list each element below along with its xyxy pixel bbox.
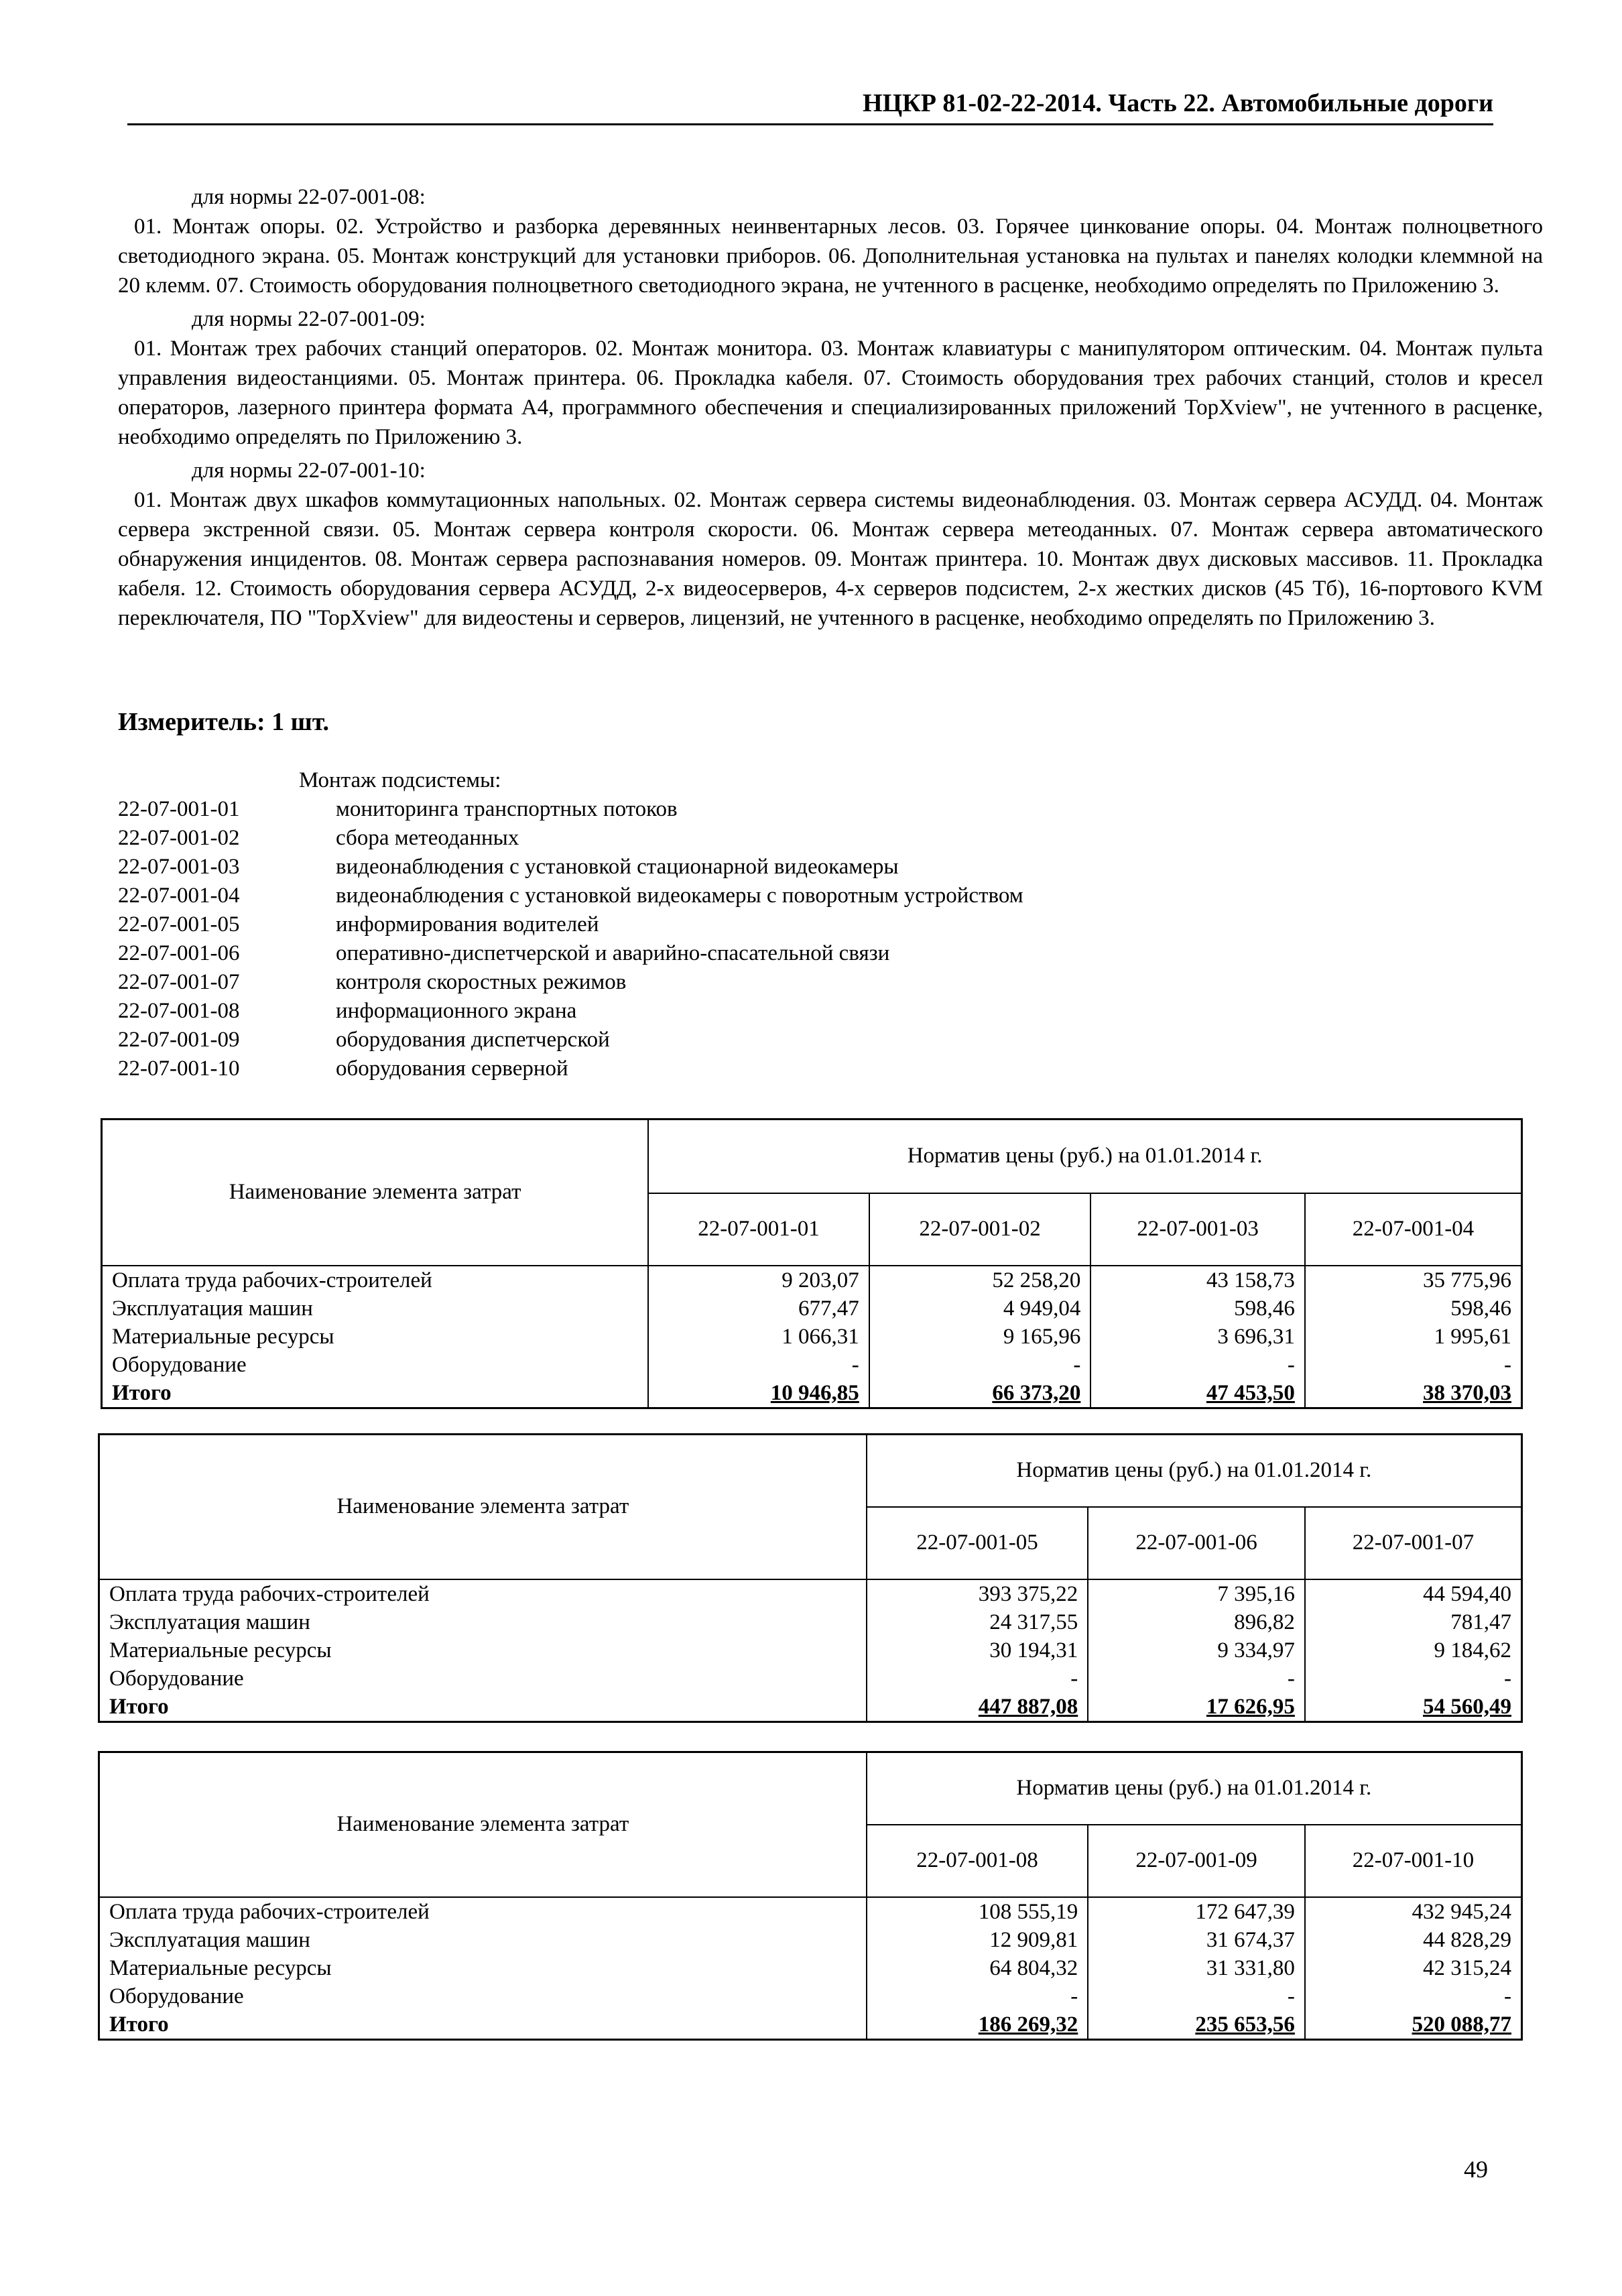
table-cell: 598,46: [1090, 1294, 1305, 1323]
page-header: [127, 86, 1493, 125]
norm-description: видеонаблюдения с установкой видеокамеры с поворотным устройством: [336, 884, 1023, 908]
column-header: 22-07-001-07: [1305, 1507, 1522, 1579]
table-cell: [1088, 2010, 1305, 2040]
row-label: Эксплуатация машин: [99, 1926, 867, 1954]
norm-description: сбора метеоданных: [336, 826, 519, 850]
table-cell: 44 828,29: [1305, 1926, 1522, 1954]
total-value: 520 088,77: [1412, 2012, 1511, 2037]
table-cell: -: [1305, 1982, 1522, 2010]
norm-description: информирования водителей: [336, 912, 599, 936]
total-value: 447 887,08: [978, 1694, 1078, 1719]
table-cell: 108 555,19: [867, 1897, 1088, 1926]
table-row: [99, 1926, 1522, 1954]
table-cell: 9 334,97: [1088, 1636, 1305, 1665]
table-cell: 3 696,31: [1090, 1323, 1305, 1351]
total-value: 10 946,85: [770, 1380, 859, 1405]
table-row: [102, 1266, 1522, 1294]
table-cell: 432 945,24: [1305, 1897, 1522, 1926]
norm-description: мониторинга транспортных потоков: [336, 797, 678, 821]
norm-code: 22-07-001-07: [118, 970, 240, 994]
note-heading: для нормы 22-07-001-10:: [192, 459, 426, 483]
table-cell: -: [867, 1982, 1088, 2010]
norm-description: видеонаблюдения с установкой стационарной видеокамеры: [336, 855, 899, 879]
table-cell: 7 395,16: [1088, 1579, 1305, 1608]
table-row-total: [99, 1693, 1522, 1722]
table-cell: 896,82: [1088, 1608, 1305, 1636]
norm-code: 22-07-001-04: [118, 884, 240, 908]
norm-description: оперативно-диспетчерской и аварийно-спасательной связи: [336, 941, 890, 965]
norm-code: 22-07-001-06: [118, 941, 240, 965]
total-value: 47 453,50: [1206, 1380, 1295, 1405]
table-cell: [1305, 1379, 1522, 1408]
table-cell: -: [1088, 1982, 1305, 2010]
cost-name-header: Наименование элемента затрат: [102, 1120, 649, 1266]
table-row: [99, 1579, 1522, 1608]
table-cell: [1305, 1693, 1522, 1722]
table-cell: [648, 1379, 869, 1408]
page-number: 49: [1464, 2156, 1488, 2183]
table-cell: 24 317,55: [867, 1608, 1088, 1636]
table-cell: 35 775,96: [1305, 1266, 1522, 1294]
table-cell: 12 909,81: [867, 1926, 1088, 1954]
norm-code: 22-07-001-09: [118, 1028, 240, 1052]
norm-code: 22-07-001-01: [118, 797, 240, 821]
cost-table-3: [98, 1751, 1523, 2041]
column-header: 22-07-001-10: [1305, 1825, 1522, 1897]
list-item: [118, 968, 1257, 997]
table-cell: [869, 1379, 1091, 1408]
row-label: Материальные ресурсы: [99, 1636, 867, 1665]
norm-code: 22-07-001-03: [118, 855, 240, 879]
note-text: 01. Монтаж трех рабочих станций операторов. 02. Монтаж монитора. 03. Монтаж клавиатуры с манипулятором оптическим. 04. Монтаж пульта управления видеостанциями. 05. Монтаж принтера. 06. Прокладка кабеля. 07. Стоимость оборудования трех рабочих станций, столов и кресел операторов, лазерного принтера формата А4, программного обеспечения и специализированных приложений TopXview", не учтенного в расценке, необходимо определять по Приложению 3.: [118, 337, 1543, 449]
row-label: Оплата труда рабочих-строителей: [102, 1266, 649, 1294]
list-item: [118, 997, 1257, 1026]
table-row-total: [99, 2010, 1522, 2040]
table-row-total: [102, 1379, 1522, 1408]
table-cell: 1 066,31: [648, 1323, 869, 1351]
list-item: [118, 1054, 1257, 1083]
norm-description: информационного экрана: [336, 999, 577, 1023]
table-row: [99, 1665, 1522, 1693]
table-cell: -: [1088, 1665, 1305, 1693]
table-row: [99, 1608, 1522, 1636]
total-value: 186 269,32: [978, 2012, 1078, 2037]
norm-code: 22-07-001-10: [118, 1056, 240, 1081]
table-row: [102, 1294, 1522, 1323]
note-text: 01. Монтаж двух шкафов коммутационных напольных. 02. Монтаж сервера системы видеонаблюдения. 03. Монтаж сервера АСУДД. 04. Монтаж сервера экстренной связи. 05. Монтаж сервера контроля скорости. 06. Монтаж сервера метеоданных. 07. Монтаж сервера автоматического обнаружения инцидентов. 08. Монтаж сервера распознавания номеров. 09. Монтаж принтера. 10. Монтаж двух дисковых массивов. 11. Прокладка кабеля. 12. Стоимость оборудования сервера АСУДД, 2-х видеосерверов, 4-х серверов подсистем, 2-х жестких дисков (45 Тб), 16-портового KVM переключателя, ПО "TopXview" для видеостены и серверов, лицензий, не учтенного в расценке, необходимо определять по Приложению 3.: [118, 488, 1543, 630]
table-row: [102, 1323, 1522, 1351]
price-header: Норматив цены (руб.) на 01.01.2014 г.: [867, 1435, 1522, 1507]
norm-description: контроля скоростных режимов: [336, 970, 627, 994]
column-header: 22-07-001-01: [648, 1193, 869, 1266]
table-row: [99, 1897, 1522, 1926]
table-row: [99, 1636, 1522, 1665]
table-cell: 30 194,31: [867, 1636, 1088, 1665]
table-cell: 677,47: [648, 1294, 869, 1323]
table-cell: 4 949,04: [869, 1294, 1091, 1323]
table-cell: 9 165,96: [869, 1323, 1091, 1351]
column-header: 22-07-001-04: [1305, 1193, 1522, 1266]
row-label: Итого: [99, 2010, 867, 2040]
cost-table-1: [101, 1118, 1523, 1409]
table-cell: 42 315,24: [1305, 1954, 1522, 1982]
row-label: Итого: [99, 1693, 867, 1722]
table-row: [99, 1954, 1522, 1982]
note-text: 01. Монтаж опоры. 02. Устройство и разборка деревянных неинвентарных лесов. 03. Горячее цинкование опоры. 04. Монтаж полноцветного светодиодного экрана. 05. Монтаж конструкций для установки приборов. 06. Дополнительная установка на пультах и панелях колодки клеммной на 20 клемм. 07. Стоимость оборудования полноцветного светодиодного экрана, не учтенного в расценке, необходимо определять по Приложению 3.: [118, 215, 1543, 298]
table-row: [99, 1982, 1522, 2010]
cost-table-2: [98, 1433, 1523, 1723]
table-cell: -: [1305, 1665, 1522, 1693]
subsystem-list-heading: Монтаж подсистемы:: [299, 768, 501, 792]
table-cell: -: [867, 1665, 1088, 1693]
table-cell: 64 804,32: [867, 1954, 1088, 1982]
norm-code: 22-07-001-05: [118, 912, 240, 936]
table-cell: -: [869, 1351, 1091, 1379]
note-block: [118, 456, 1543, 633]
total-value: 54 560,49: [1423, 1694, 1511, 1719]
table-cell: 43 158,73: [1090, 1266, 1305, 1294]
norm-description: оборудования серверной: [336, 1056, 568, 1081]
table-cell: 598,46: [1305, 1294, 1522, 1323]
table-cell: 9 184,62: [1305, 1636, 1522, 1665]
row-label: Оборудование: [102, 1351, 649, 1379]
total-value: 17 626,95: [1206, 1694, 1295, 1719]
row-label: Итого: [102, 1379, 649, 1408]
table-cell: -: [648, 1351, 869, 1379]
list-item: [118, 882, 1257, 910]
total-value: 66 373,20: [992, 1380, 1081, 1405]
row-label: Оборудование: [99, 1665, 867, 1693]
column-header: 22-07-001-02: [869, 1193, 1091, 1266]
row-label: Оборудование: [99, 1982, 867, 2010]
note-heading: для нормы 22-07-001-09:: [192, 307, 426, 331]
table-cell: 9 203,07: [648, 1266, 869, 1294]
list-item: [118, 824, 1257, 853]
list-item: [118, 1026, 1257, 1054]
table-cell: 44 594,40: [1305, 1579, 1522, 1608]
row-label: Материальные ресурсы: [102, 1323, 649, 1351]
note-heading: для нормы 22-07-001-08:: [192, 185, 426, 209]
price-header: Норматив цены (руб.) на 01.01.2014 г.: [867, 1752, 1522, 1825]
row-label: Оплата труда рабочих-строителей: [99, 1897, 867, 1926]
row-label: Эксплуатация машин: [102, 1294, 649, 1323]
table-cell: 781,47: [1305, 1608, 1522, 1636]
table-cell: 172 647,39: [1088, 1897, 1305, 1926]
list-item: [118, 795, 1257, 824]
norm-notes: [118, 182, 1543, 637]
table-cell: [867, 2010, 1088, 2040]
norm-code: 22-07-001-08: [118, 999, 240, 1023]
column-header: 22-07-001-03: [1090, 1193, 1305, 1266]
table-cell: [1090, 1379, 1305, 1408]
table-cell: 52 258,20: [869, 1266, 1091, 1294]
row-label: Оплата труда рабочих-строителей: [99, 1579, 867, 1608]
column-header: 22-07-001-09: [1088, 1825, 1305, 1897]
table-cell: 31 331,80: [1088, 1954, 1305, 1982]
total-value: 38 370,03: [1423, 1380, 1511, 1405]
table-cell: [1088, 1693, 1305, 1722]
column-header: 22-07-001-06: [1088, 1507, 1305, 1579]
row-label: Материальные ресурсы: [99, 1954, 867, 1982]
table-row: [102, 1351, 1522, 1379]
table-cell: -: [1090, 1351, 1305, 1379]
total-value: 235 653,56: [1195, 2012, 1295, 2037]
column-header: 22-07-001-05: [867, 1507, 1088, 1579]
measure-unit: Измеритель: 1 шт.: [118, 708, 330, 736]
cost-name-header: Наименование элемента затрат: [99, 1752, 867, 1897]
table-cell: [867, 1693, 1088, 1722]
norm-code: 22-07-001-02: [118, 826, 240, 850]
subsystem-list: [118, 766, 1257, 1083]
header-title: НЦКР 81-02-22-2014. Часть 22. Автомобильные дороги: [863, 89, 1493, 117]
list-item: [118, 910, 1257, 939]
norm-description: оборудования диспетчерской: [336, 1028, 610, 1052]
table-cell: 393 375,22: [867, 1579, 1088, 1608]
note-block: [118, 182, 1543, 300]
note-block: [118, 304, 1543, 452]
cost-name-header: Наименование элемента затрат: [99, 1435, 867, 1579]
price-header: Норматив цены (руб.) на 01.01.2014 г.: [648, 1120, 1521, 1193]
column-header: 22-07-001-08: [867, 1825, 1088, 1897]
table-cell: 1 995,61: [1305, 1323, 1522, 1351]
table-cell: [1305, 2010, 1522, 2040]
row-label: Эксплуатация машин: [99, 1608, 867, 1636]
table-cell: -: [1305, 1351, 1522, 1379]
table-cell: 31 674,37: [1088, 1926, 1305, 1954]
list-item: [118, 939, 1257, 968]
list-item: [118, 853, 1257, 882]
